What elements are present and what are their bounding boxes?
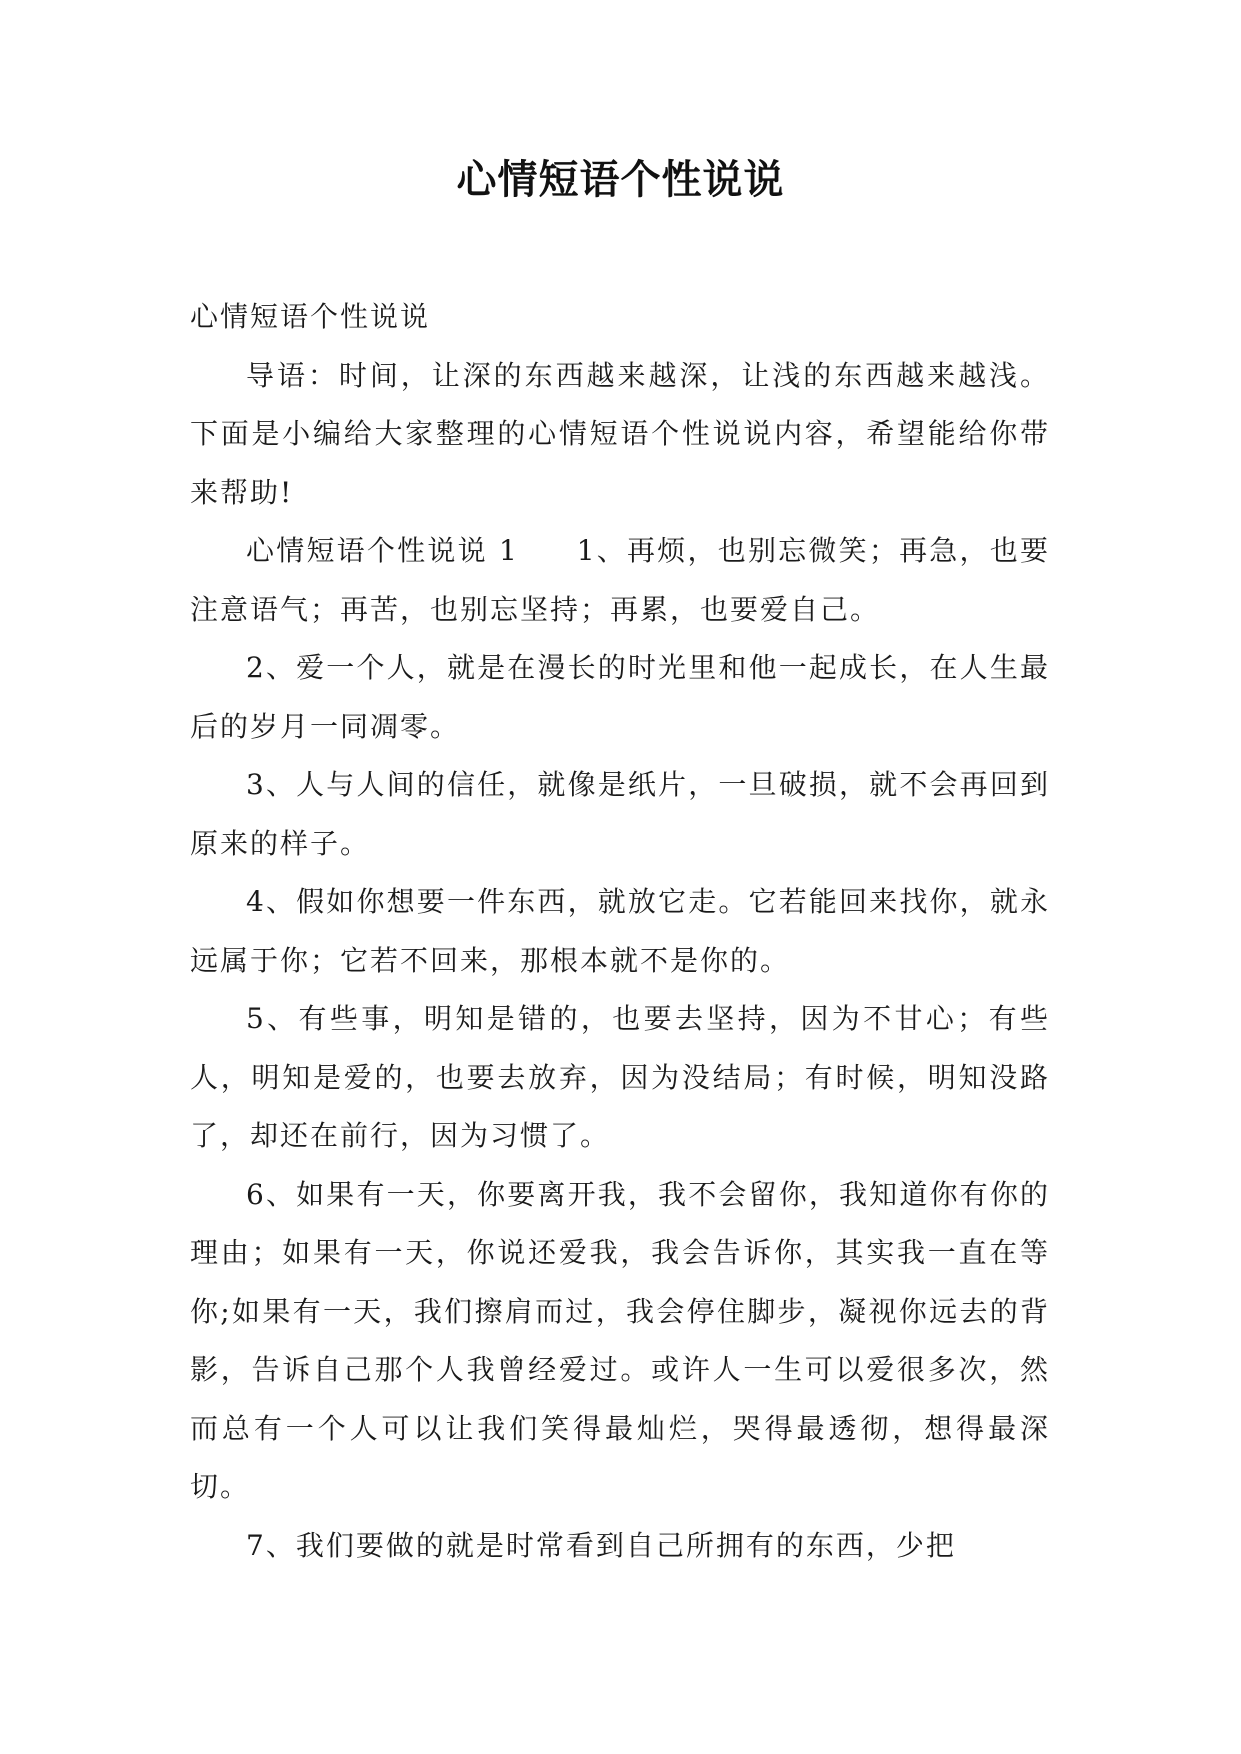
section-heading: 心情短语个性说说 1: [246, 534, 519, 567]
subtitle-line: 心情短语个性说说: [190, 300, 431, 333]
list-item-3: 3、人与人间的信任，就像是纸片，一旦破损，就不会再回到原来的样子。: [190, 768, 1050, 860]
document-body: [190, 288, 1050, 1575]
list-item-5: 5、有些事，明知是错的，也要去坚持，因为不甘心；有些人，明知是爱的，也要去放弃，因为没结局；有时候，明知没路了，却还在前行，因为习惯了。: [190, 1002, 1050, 1152]
list-item-7: 7、我们要做的就是时常看到自己所拥有的东西，少把: [246, 1528, 956, 1562]
section-paragraph: [190, 522, 1050, 639]
list-item-2: 2、爱一个人，就是在漫长的时光里和他一起成长，在人生最后的岁月一同凋零。: [190, 651, 1050, 743]
list-item-4: 4、假如你想要一件东西，就放它走。它若能回来找你，就永远属于你；它若不回来，那根本就不是你的。: [190, 885, 1050, 977]
intro-paragraph: 导语：时间，让深的东西越来越深，让浅的东西越来越浅。下面是小编给大家整理的心情短语个性说说内容，希望能给你带来帮助!: [190, 358, 1050, 509]
document-title: 心情短语个性说说: [456, 156, 785, 203]
list-item-1: 1、再烦，也别忘微笑；再急，也要注意语气；再苦，也别忘坚持；再累，也要爱自己。: [190, 534, 1050, 626]
list-item-6: 6、如果有一天，你要离开我，我不会留你，我知道你有你的理由；如果有一天，你说还爱我，我会告诉你，其实我一直在等你;如果有一天，我们擦肩而过，我会停住脚步，凝视你远去的背影，告诉自己那个人我曾经爱过。或许人一生可以爱很多次，然而总有一个人可以让我们笑得最灿烂，哭得最透彻，想得最深切。: [190, 1177, 1050, 1503]
